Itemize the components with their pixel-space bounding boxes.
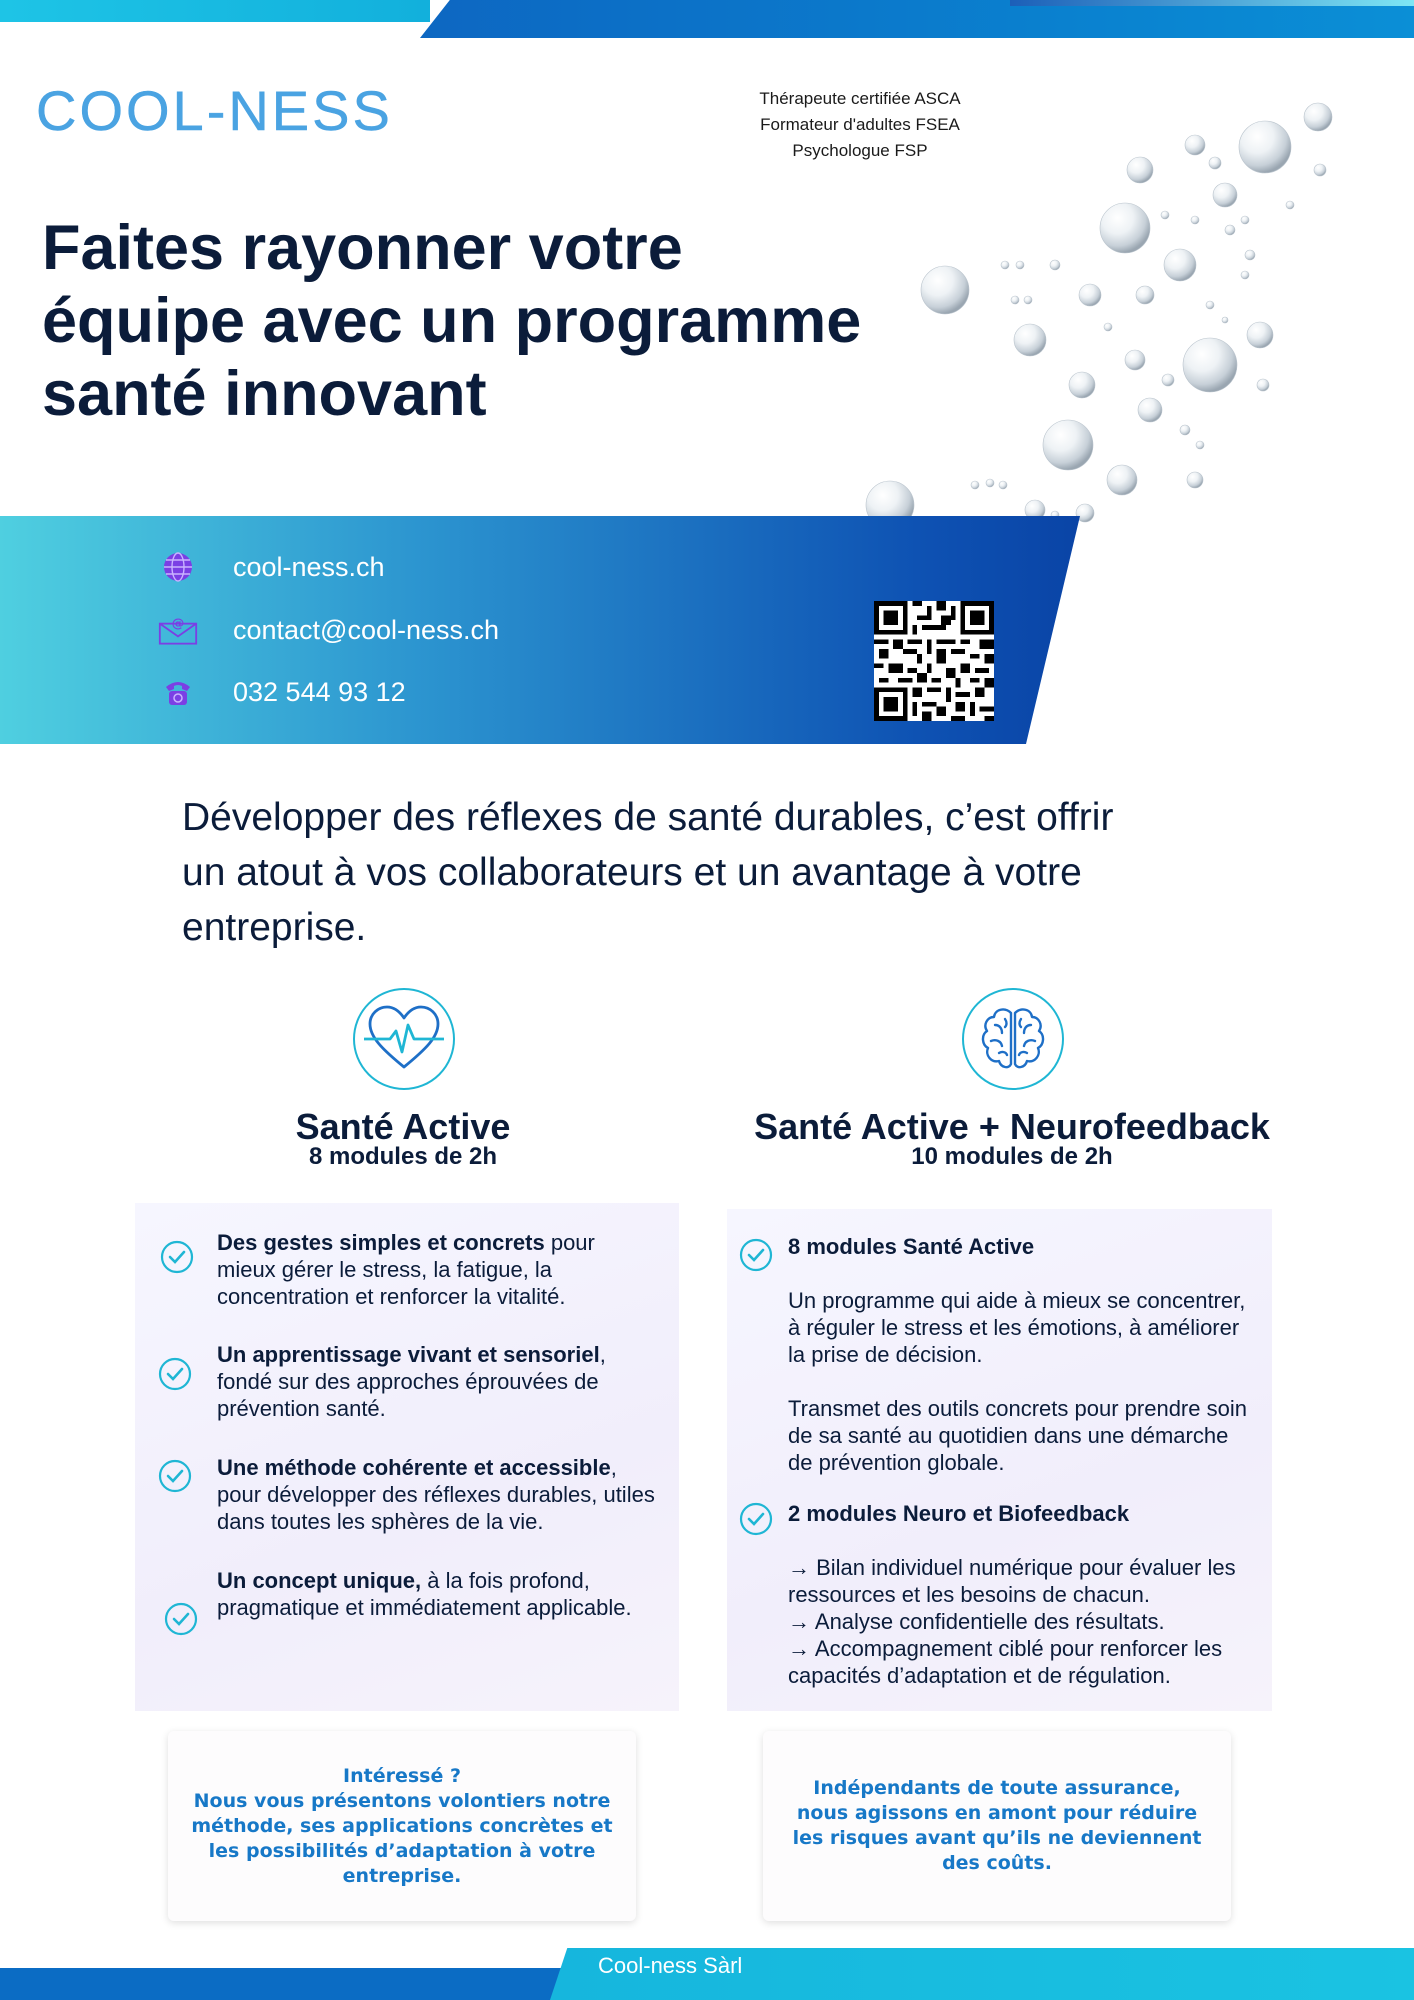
bullet-line: → Bilan individuel numérique pour évaluer les ressources et les besoins de chacun. (788, 1555, 1236, 1607)
title-line: équipe avec un programme (42, 286, 862, 356)
list-item: Des gestes simples et concrets pour mieux gérer le stress, la fatigue, la concentration et renforcer la vitalité. (217, 1230, 595, 1309)
check-icon (164, 1602, 198, 1636)
callout-title: Intéressé ? (343, 1764, 461, 1787)
intro-line: entreprise. (182, 906, 367, 949)
top-accent-bar (0, 0, 430, 22)
phone-row (158, 672, 406, 712)
check-icon (160, 1240, 194, 1274)
credential-line: Thérapeute certifiée ASCA (759, 89, 961, 108)
footer-bar (0, 1968, 600, 2000)
credential-line: Psychologue FSP (792, 141, 928, 160)
logo: COOL-NESS (36, 79, 393, 142)
right-callout (763, 1731, 1231, 1921)
section-lines (788, 1554, 1258, 1689)
list-item: Un concept unique, à la fois profond, pragmatique et immédiatement applicable. (217, 1568, 632, 1620)
intro-text (182, 790, 1242, 955)
credential-line: Formateur d'adultes FSEA (760, 115, 960, 134)
list-item: Une méthode cohérente et accessible, pour développer des réflexes durables, utiles dans toutes les sphères de la vie. (217, 1455, 655, 1534)
email-link[interactable]: contact@cool-ness.ch (233, 614, 500, 645)
list-item: Un apprentissage vivant et sensoriel, fondé sur des approches éprouvées de prévention santé. (217, 1342, 606, 1421)
left-column-subtitle: 8 modules de 2h (308, 1143, 498, 1170)
envelope-icon (158, 610, 198, 650)
bullet-line: → Analyse confidentielle des résultats. (788, 1609, 1165, 1634)
callout-text: Nous vous présentons volontiers notre méthode, ses applications concrètes et les possibilités d’adaptation à votre entreprise. (191, 1789, 613, 1887)
section-paragraph: Transmet des outils concrets pour prendre soin de sa santé au quotidien dans une démarche de prévention globale. (788, 1396, 1247, 1475)
callout-text: Indépendants de toute assurance, nous agissons en amont pour réduire les risques avant qu’ils ne deviennent des coûts. (792, 1777, 1202, 1874)
top-thin-bar (1010, 0, 1414, 6)
website-link[interactable]: cool-ness.ch (233, 551, 385, 582)
check-icon (739, 1238, 773, 1272)
brain-icon (962, 988, 1064, 1090)
water-drops-decoration (850, 95, 1370, 575)
title-line: Faites rayonner votre (42, 213, 683, 283)
check-icon (158, 1459, 192, 1493)
intro-line: Développer des réflexes de santé durables, c’est offrir (182, 796, 1114, 839)
qr-code[interactable] (874, 601, 994, 721)
footer-company: Cool-ness Sàrl (598, 1953, 743, 1978)
left-column-title: Santé Active (295, 1106, 511, 1147)
svg-text:@: @ (171, 615, 185, 631)
intro-line: un atout à vos collaborateurs et un avantage à votre (182, 851, 1082, 894)
globe-icon (158, 547, 198, 587)
bullet-line: → Accompagnement ciblé pour renforcer les capacités d’adaptation et de régulation. (788, 1636, 1223, 1688)
website-row (158, 547, 385, 587)
check-icon (158, 1357, 192, 1391)
phone-icon (158, 672, 198, 712)
section-title: 8 modules Santé Active (788, 1234, 1035, 1259)
section-title: 2 modules Neuro et Biofeedback (788, 1501, 1130, 1526)
left-callout (168, 1731, 636, 1921)
right-column-subtitle: 10 modules de 2h (911, 1143, 1113, 1170)
title-line: santé innovant (42, 359, 487, 429)
email-row (158, 610, 499, 650)
right-column-title: Santé Active + Neurofeedback (754, 1106, 1270, 1147)
phone-link[interactable]: 032 544 93 12 (233, 676, 406, 707)
heart-pulse-icon (353, 988, 455, 1090)
page-title (42, 212, 962, 431)
section-paragraph: Un programme qui aide à mieux se concentrer, à réguler le stress et les émotions, à améliorer la prise de décision. (788, 1288, 1246, 1367)
check-icon (739, 1502, 773, 1536)
